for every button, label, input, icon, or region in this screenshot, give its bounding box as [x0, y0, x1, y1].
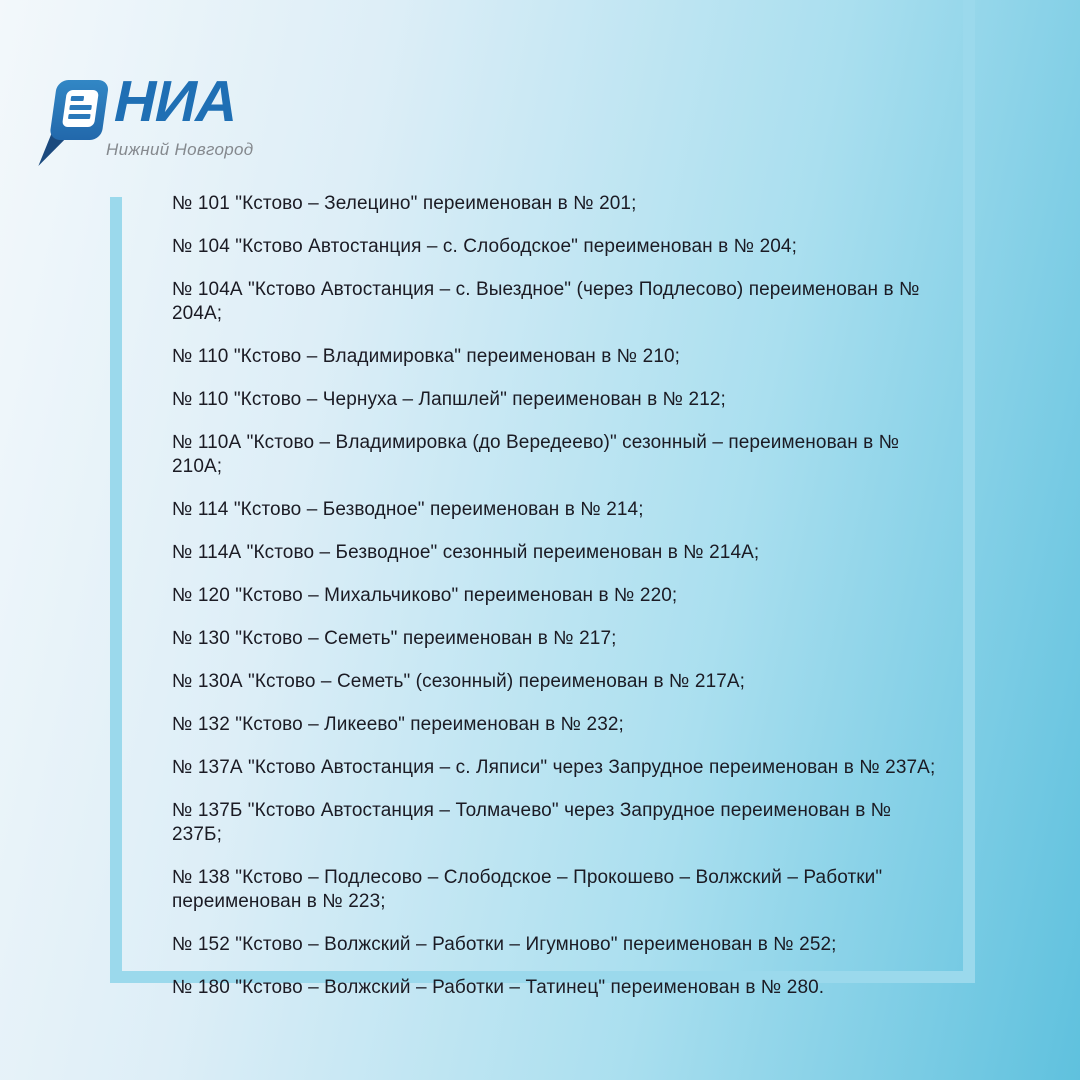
route-entry: № 110 "Кстово – Чернуха – Лапшлей" переименован в № 212;: [172, 389, 726, 410]
route-entry: № 114 "Кстово – Безводное" переименован в № 214;: [172, 499, 644, 520]
route-entry: № 101 "Кстово – Зелецино" переименован в № 201;: [172, 193, 637, 214]
route-list: [172, 192, 942, 1000]
route-entry: № 132 "Кстово – Ликеево" переименован в № 232;: [172, 714, 624, 735]
route-entry: № 110А "Кстово – Владимировка (до Вередеево)" сезонный – переименован в № 210А;: [172, 432, 900, 477]
route-entry: № 104 "Кстово Автостанция – с. Слободское" переименован в № 204;: [172, 236, 797, 257]
route-entry: № 120 "Кстово – Михальчиково" переименован в № 220;: [172, 585, 678, 606]
route-entry: № 138 "Кстово – Подлесово – Слободское – Прокошево – Волжский – Работки" переименован в № 223;: [172, 867, 883, 912]
route-entry: № 137А "Кстово Автостанция – с. Ляписи" через Запрудное переименован в № 237А;: [172, 757, 936, 778]
route-entry: № 114А "Кстово – Безводное" сезонный переименован в № 214А;: [172, 542, 760, 563]
nia-logo: [36, 69, 296, 172]
route-entry: № 180 "Кстово – Волжский – Работки – Татинец" переименован в № 280.: [172, 977, 825, 998]
accent-frame-right-bar: [963, 0, 975, 983]
accent-frame-left-bar: [110, 197, 122, 983]
logo-title: НИА: [108, 69, 245, 134]
route-entry: № 137Б "Кстово Автостанция – Толмачево" через Запрудное переименован в № 237Б;: [172, 800, 892, 845]
route-entry: № 130 "Кстово – Семеть" переименован в № 217;: [172, 628, 617, 649]
route-entry: № 152 "Кстово – Волжский – Работки – Игумново" переименован в № 252;: [172, 934, 837, 955]
route-entry: № 130А "Кстово – Семеть" (сезонный) переименован в № 217А;: [172, 671, 746, 692]
route-entry: № 104А "Кстово Автостанция – с. Выездное" (через Подлесово) переименован в № 204А;: [172, 279, 920, 324]
speech-bubble-document-icon: [36, 76, 114, 172]
route-entry: № 110 "Кстово – Владимировка" переименован в № 210;: [172, 346, 681, 367]
logo-subtitle: Нижний Новгород: [106, 140, 254, 159]
